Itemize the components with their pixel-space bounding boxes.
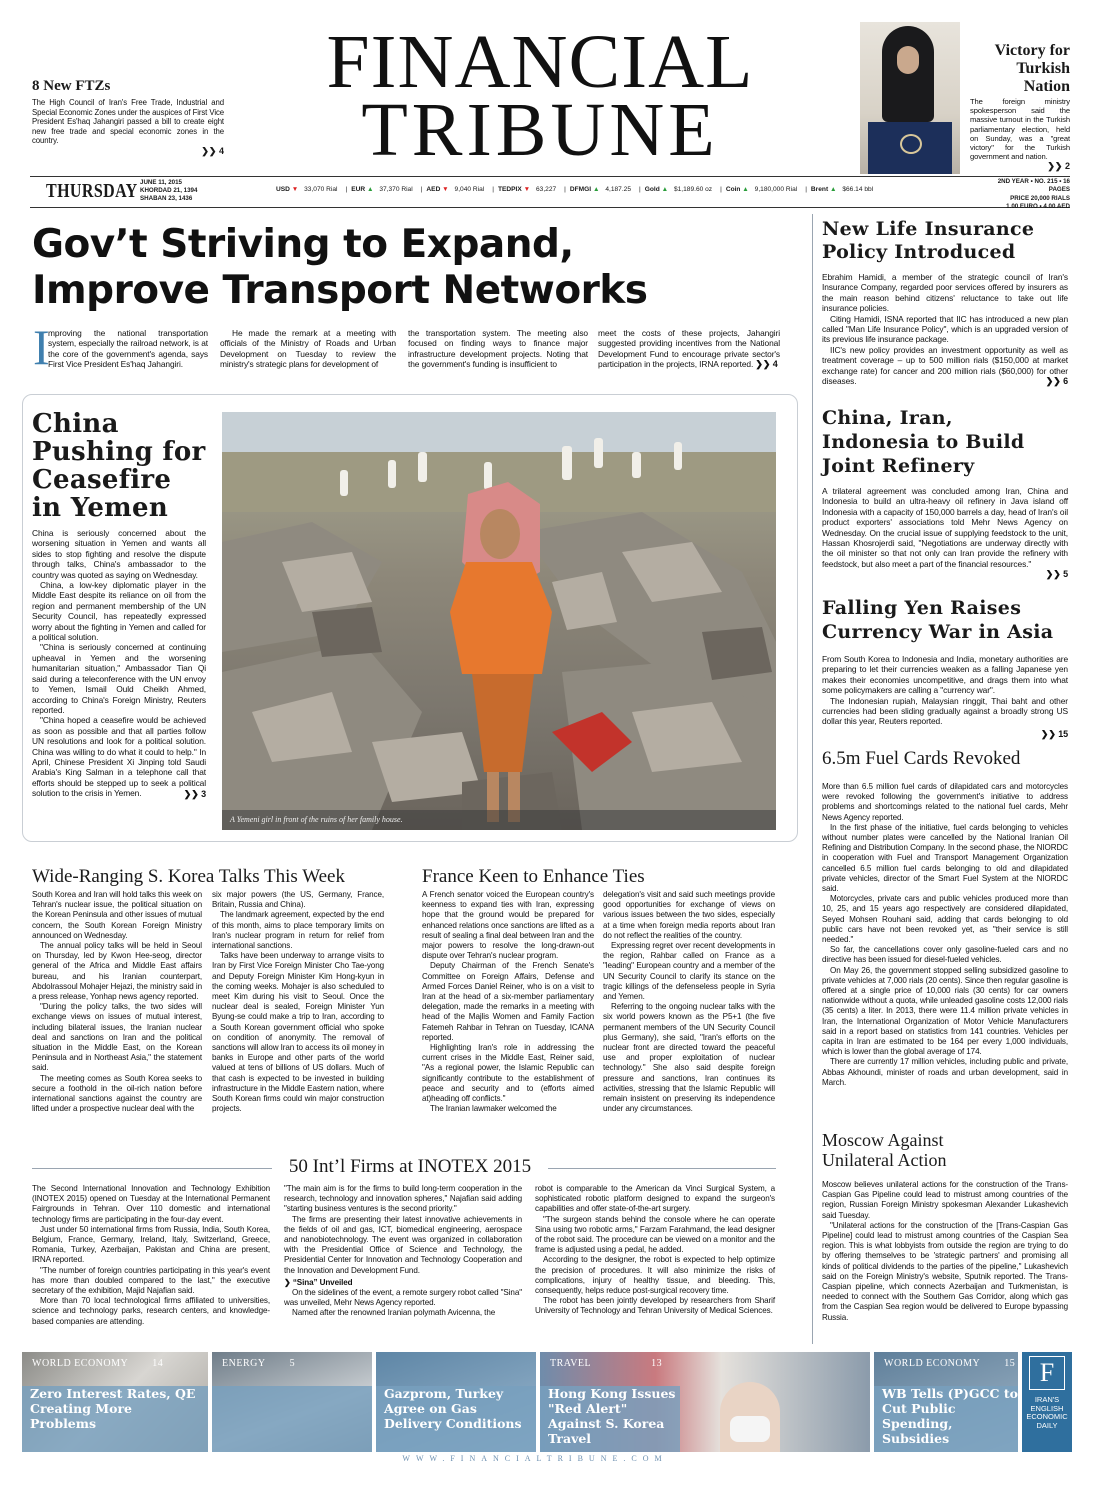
- edition-line1: 2ND YEAR • NO. 215 • 16 PAGES: [997, 178, 1070, 194]
- masthead-title-line1: FINANCIAL: [326, 20, 754, 104]
- website-url[interactable]: WWW.FINANCIALTRIBUNE.COM: [402, 1454, 668, 1463]
- china-p2: China, a low-key diplomatic player in the Middle East despite its reliance on oil from the region and permanent membership of the UN Security Council, has repeatedly expressed worry about the fighting in Yemen and called for a political solution.: [32, 580, 206, 643]
- ticker-item: [351, 186, 416, 193]
- date-persian: KHORDAD 21, 1394: [140, 187, 198, 194]
- fuel-p1: More than 6.5 million fuel cards of dilapidated cars and motorcycles were revoked following the government's initiative to address problems and shortcomings related to the national fuel cards, Mehr News Agency reported.: [822, 782, 1068, 822]
- fuel-p3: Motorcycles, private cars and public vehicles produced more than 10, 25, and 15 years ago respectively are considered dilapidated, Seyed Mohsen Rouhani said, adding that cards belonging to old public cars have not been revoked yet, as "their service is still needed.": [822, 894, 1068, 945]
- korea-c2c: Talks have been underway to arrange visits to Iran by First Vice Foreign Minister Cho Tae-yong and Deputy Foreign Minister Kim Hong-kyun in the coming weeks. Mohajer is also scheduled to meet Kim during his visit to Seoul. Once the nuclear deal is sealed, Foreign Minister Yun Byung-se could make a trip to Iran, according to a South Korean government official who spoke on condition of anonymity. The removal of sanctions will allow Iran to access its oil money in banks in Europe and other parts of the world valued at tens of billions of US dollars. Much of that cash is expected to be invested in building infrastructure in the Middle Eastern nation, where South Korean firms could win major construction projects.: [212, 951, 384, 1114]
- inotex-rule-right: [548, 1168, 776, 1169]
- china-p1: China is seriously concerned about the worsening situation in Yemen and wants all sides to stop fighting and resolve the dispute through talks, China's ambassador to the country was quoted as saying on Wednesday.: [32, 528, 206, 580]
- china-p3: "China is seriously concerned at continuing upheaval in Yemen and the worsening humanitarian situation," Ambassador Tian Qi said during a teleconference with the UN envoy to Yemen, Ismail Ould Cheikh Ahmed, according to China's Foreign Ministry, Reuters reported.: [32, 642, 206, 715]
- inotex-c1d: More than 70 local technological firms affiliated to universities, science and technology parks, research centers, and knowledge-based companies are attending.: [32, 1296, 270, 1326]
- inotex-col1: [32, 1184, 270, 1327]
- ftz-headline: 8 New FTZs: [32, 78, 111, 94]
- refinery-headline-line3: Joint Refinery: [822, 455, 975, 477]
- ticker-item: [811, 186, 877, 193]
- lead-col4: [598, 328, 780, 370]
- arrow-down-icon: ▼: [521, 186, 532, 193]
- teaser-4-headline: WB Tells (P)GCC to Cut Public Spending, Subsidies: [882, 1386, 1018, 1446]
- korea-c1: South Korea and Iran will hold talks this week on Tehran's nuclear issue, the political situation on the Korean Peninsula and other issues of mutual concern, the South Korean Foreign Ministry announced on Wednesday.: [32, 890, 202, 940]
- ticker-label: Brent: [810, 186, 829, 193]
- inotex-col3: [535, 1184, 775, 1317]
- inotex-c3d: The robot has been jointly developed by researchers from Sharif University of Technology and Tehran University of Medical Sciences.: [535, 1296, 775, 1316]
- insurance-body: [822, 272, 1068, 387]
- inotex-c1: The Second International Innovation and Technology Exhibition (INOTEX 2015) opened on Tuesday at the International Permanent Fairgrounds in Tehran. Over 110 domestic and international technology firms are participating in the four-day event.: [32, 1184, 270, 1224]
- insurance-p1: Ebrahim Hamidi, a member of the strategic council of Iran's Insurance Company, regarded poor services offered by insurers as the main reason behind citizens' reluctance to take out life insurance policies.: [822, 272, 1068, 314]
- insurance-p2: Citing Hamidi, ISNA reported that IIC has introduced a new plan called "Man Life Insurance Policy", which is an upgraded version of its previous life insurance package.: [822, 313, 1068, 345]
- ticker-label: EUR: [351, 186, 366, 193]
- ticker-label: TEDPIX: [497, 186, 522, 193]
- teaser-energy-5[interactable]: [212, 1352, 372, 1452]
- travel-photo-mask: [730, 1416, 770, 1442]
- ftz-teaser[interactable]: [32, 78, 224, 157]
- ticker-value: 33,070 Rial: [304, 186, 338, 193]
- inotex-col2: [284, 1184, 522, 1319]
- victory-headline: [970, 42, 1070, 96]
- teaser-3-headline: Hong Kong Issues "Red Alert" Against S. Korea Travel: [548, 1386, 676, 1446]
- arrow-up-icon: ▲: [740, 186, 751, 193]
- fuel-p5: On May 26, the government stopped selling subsidized gasoline to private vehicles at 7,000 rials (20 cents). Since then regular gasoline is offered at a single price of 10,000 rials (30 cents) for car owners nationwide without a quota, while unleaded gasoline costs 12,000 rials (35 cents) a liter. In 2013, there were 11.4 million private vehicles in Iran, the International Organization of Motor Vehicle Manufacturers said in a report based on statistics from 141 countries. Vehicles per capita in Iran are estimated to be 164 per every 1,000 individuals, which is lower than the global average of 174.: [822, 965, 1068, 1057]
- photo-caption: A Yemeni girl in front of the ruins of her family house.: [222, 810, 776, 830]
- arrow-up-icon: ▲: [591, 186, 602, 193]
- masthead-title[interactable]: [280, 20, 800, 173]
- china-headline-line2: Pushing for: [32, 437, 206, 467]
- teaser-4-section: WORLD ECONOMY 15: [884, 1358, 1016, 1369]
- brand-box-letter: F: [1029, 1356, 1065, 1390]
- ticker-value: $1,189.60 oz: [673, 186, 713, 193]
- insurance-headline[interactable]: [822, 218, 1072, 264]
- france-c1: A French senator voiced the European country's keenness to expand ties with Iran, expressing hope that the ground would be prepared for enhanced relations once sanctions are lifted as a result of sealing a final deal between Iran and the major powers to resolve the long-drawn-out dispute over Tehran's nuclear program.: [422, 890, 594, 961]
- lead-headline-line1: Gov’t Striving to Expand,: [32, 222, 574, 267]
- ticker-item: [426, 186, 488, 193]
- fuel-p4: So far, the cancellations cover only gasoline-fueled cars and no directive has been issued for diesel-fueled vehicles.: [822, 945, 1068, 965]
- yen-headline[interactable]: [822, 596, 1072, 644]
- france-c1c: Highlighting Iran's role in addressing the current crises in the Middle East, Reiner said, "As a regional power, the Islamic Republic can significantly contribute to the establishment of peace and security and to (efforts aimed at)heading off conflicts.": [422, 1043, 594, 1104]
- france-c1d: The Iranian lawmaker welcomed the: [430, 1104, 557, 1114]
- moscow-headline[interactable]: [822, 1130, 1072, 1170]
- yen-headline-line2: Currency War in Asia: [822, 621, 1054, 643]
- lead-col1: mproving the national transportation system, especially the railroad network, is at the core of the government's agenda, says First Vice President Es'haq Jahangiri.: [48, 328, 208, 370]
- france-c2c: Referring to the ongoing nuclear talks with the six world powers known as the P5+1 (the five permanent members of the UN Security Council plus Germany), she said, "Iran's efforts on the nuclear front are directed toward the peaceful use and proper exploitation of nuclear technology." She also said despite foreign pressure and sanctions, Iran continues its activities, stressing that the Islamic Republic will remain insistent on preserving its independence under any circumstances.: [603, 1002, 775, 1114]
- moscow-p1: Moscow believes unilateral actions for the construction of the Trans-Caspian Gas Pipeline could lead to mistrust among countries of the region, Russian Foreign Ministry spokesman Alexander Lukashevich said Tuesday.: [822, 1180, 1068, 1220]
- victory-headline-line3: Nation: [1023, 78, 1070, 95]
- china-headline[interactable]: [32, 410, 222, 522]
- victory-headline-line1: Victory for: [994, 42, 1070, 59]
- inotex-c2: "The main aim is for the firms to build long-term cooperation in the research, technology and innovation spheres," Najafian said adding "starting business ventures is the second priority.": [284, 1184, 522, 1214]
- victory-photo: [860, 22, 960, 174]
- moscow-p2: "Unilateral actions for the construction of the [Trans-Caspian Gas Pipeline] could lead to mistrust among countries of the Caspian Sea region. This is what lobbyists from outside the region are trying to do by offering themselves to be 'strategic partners' and promising all kinds of political dividends to the parties of the pipeline," Lukashevich said on the Foreign Ministry's website, Sputnik reported. The Trans-Caspian pipeline, which connects Azerbaijan and Turkmenistan, is needed to connect with the Southern Gas Corridor, along which gas from the Caspian Sea region would be delivered to Europe bypassing Russia.: [822, 1220, 1068, 1322]
- edition-price: PRICE 20,000 RIALS: [1010, 194, 1070, 202]
- inotex-rule-left: [32, 1168, 272, 1169]
- ticker-value: 4,187.25: [605, 186, 631, 193]
- korea-col1: [32, 890, 202, 1114]
- ticker-value: $66.14 bbl: [842, 186, 874, 193]
- lead-page-ref[interactable]: ❯❯ 4: [755, 359, 778, 370]
- korea-c1c: "During the policy talks, the two sides will exchange views on issues of mutual interest, including bilateral issues, the Iranian nuclear deal and sanctions on Iran and the political situation in the Middle East, on the Korean Peninsula and in Northeast Asia," the statement said.: [32, 1002, 202, 1073]
- inotex-subhead: ❯ “Sina” Unveiled: [284, 1277, 353, 1287]
- china-headline-line4: in Yemen: [32, 493, 169, 523]
- victory-headline-line2: Turkish: [1016, 60, 1070, 77]
- lead-headline-line2: Improve Transport Networks: [32, 268, 648, 313]
- france-headline[interactable]: France Keen to Enhance Ties: [422, 866, 645, 887]
- teaser-energy-body[interactable]: [376, 1352, 536, 1452]
- brand-box-line4: DAILY: [1036, 1420, 1058, 1430]
- lead-dropcap: I: [33, 319, 50, 375]
- arrow-down-icon: ▼: [289, 186, 301, 193]
- china-page-ref[interactable]: ❯❯ 3: [183, 788, 206, 799]
- china-p4: "China hoped a ceasefire would be achieved as soon as possible and that all parties follow UN resolutions and look for a political solution. China was willing to do what it could to help." In April, Chinese President Xi Jinping told Saudi Arabia's King Salman in a telephone call that efforts should be stepped up to seek a political solution to the crisis in Yemen.: [32, 715, 206, 799]
- inotex-c2d: Named after the renowned Iranian polymath Avicenna, the: [292, 1308, 496, 1318]
- brand-box[interactable]: [1022, 1352, 1072, 1452]
- date-block: [140, 179, 197, 203]
- france-col2: [603, 890, 775, 1114]
- ticker-item: [726, 186, 801, 193]
- ticker-separator: |: [564, 186, 566, 193]
- insurance-headline-line2: Policy Introduced: [822, 241, 1016, 263]
- yen-p2: The Indonesian rupiah, Malaysian ringgit, Thai baht and other currencies had been sliding gradually against a broadly strong US dollar this year, Reuters reported.: [822, 695, 1068, 727]
- lead-headline[interactable]: [32, 222, 792, 314]
- ticker-separator: |: [492, 186, 494, 193]
- fuel-headline[interactable]: 6.5m Fuel Cards Revoked: [822, 748, 1021, 769]
- date-hijri: SHABAN 23, 1436: [140, 195, 193, 202]
- ticker-value: 9,040 Rial: [454, 186, 485, 193]
- inotex-c2c: On the sidelines of the event, a remote surgery robot called "Sina" was unveiled, Mehr News Agency reported.: [284, 1288, 522, 1308]
- market-ticker: [276, 186, 881, 193]
- ticker-label: USD: [276, 186, 290, 193]
- moscow-headline-line2: Unilateral Action: [822, 1150, 947, 1170]
- ticker-label: DFMGI: [569, 186, 592, 193]
- yen-headline-line1: Falling Yen Raises: [822, 597, 1022, 619]
- ticker-separator: |: [720, 186, 722, 193]
- inotex-c1b: Just under 50 international firms from Russia, India, South Korea, Belgium, France, Germany, Ireland, Italy, Switzerland, Greece, Romania, Turkey, Azerbaijan, Pakistan and China are present, IRNA reported.: [32, 1224, 270, 1265]
- victory-page-ref[interactable]: ❯❯ 2: [1047, 161, 1070, 172]
- korea-col2: [212, 890, 384, 1114]
- date-gregorian: JUNE 11, 2015: [140, 179, 182, 186]
- edition-foreign-price: 1.00 EURO • 4.00 AED: [1006, 203, 1070, 211]
- insurance-headline-line1: New Life Insurance: [822, 218, 1035, 240]
- korea-c1d: The meeting comes as South Korea seeks to secure a foothold in the oil-rich nation before international sanctions against the country are lifted under a prospective nuclear deal with the: [32, 1073, 202, 1114]
- inotex-c3b: "The surgeon stands behind the console where he can operate Sina using two robotic arms," Farzam Farahmand, the lead designer of the robot said. The procedure can be viewed on a monitor and the frame is adjusted using a pedal, he added.: [535, 1214, 775, 1255]
- ticker-separator: |: [639, 186, 641, 193]
- fuel-p2: In the first phase of the initiative, fuel cards belonging to vehicles without number plates were cancelled by the National Iranian Oil Refining and Distribution Company. In the second phase, the NIORDC in cooperation with Fuel and Transport Management Organization cancelled 6.5 million fuel cards belonging to old and dilapidated private vehicles, director of the Smart Fuel System at the NIORDC said.: [822, 822, 1068, 894]
- lead-col4-text: meet the costs of these projects, Jahangiri suggested providing incentives from the National Development Fund to encourage private sector's participation in the projects, IRNA reported.: [598, 328, 780, 370]
- korea-c1b: The annual policy talks will be held in Seoul on Thursday, led by Kwon Hee-seog, director general of the Africa and Middle East affairs bureau, and his Iranian counterpart, Abdolrassoul Mohajer Hejazi, the ministry said in a press release, Yonhap news agency reported.: [32, 941, 202, 1002]
- teaser-world-economy-15[interactable]: [874, 1352, 1018, 1452]
- victory-teaser[interactable]: [970, 42, 1070, 172]
- moscow-headline-line1: Moscow Against: [822, 1130, 944, 1150]
- france-c2b: Expressing regret over recent developments in the region, Rahbar called on France as a "leading" European country and a member of the UN Security Council to clarify its stance on the tragic killings of the defenseless people in Syria and Yemen.: [603, 941, 775, 1002]
- france-col1: [422, 890, 594, 1114]
- teaser-1-section: WORLD ECONOMY 14: [32, 1358, 164, 1369]
- insurance-p3: IIC's new policy provides an investment opportunity as well as treatment coverage – up to 500 million rials ($150,000 at market exchange rate) for cancer and 200 million rials ($60,000) for other diseases.: [822, 344, 1068, 387]
- brand-box-line1: IRAN'S: [1034, 1395, 1060, 1404]
- refinery-p1: A trilateral agreement was concluded among Iran, China and Indonesia to build an ultra-heavy oil refinery in Java island off Indonesia with a capacity of 150,000 barrels a day, head of Iran's oil product exporters' associations told Mehr News Agency on Wednesday. On the crucial issue of supplying feedstock to the unit, Hassan Khosrojerdi said, "Negotiations are underway directly with the oil minister so that not only can Iran provide the refinery with feedstock, but also meet a part of the financial resources.": [822, 486, 1068, 569]
- arrow-down-icon: ▼: [440, 186, 451, 193]
- china-body: [32, 528, 206, 799]
- arrow-up-icon: ▲: [659, 186, 670, 193]
- inotex-c3: robot is comparable to the American da Vinci Surgical System, a sophisticated robotic platform designed to expand the surgeon's capabilities and offer state-of-the-art surgery.: [535, 1184, 775, 1214]
- ticker-label: AED: [426, 186, 441, 193]
- ticker-value: 37,370 Rial: [379, 186, 413, 193]
- lead-col3: the transportation system. The meeting also focused on finding ways to finance major infrastructure development projects. Noting that the government's funding is insufficient to: [408, 328, 588, 370]
- ftz-page-ref[interactable]: ❯❯ 4: [201, 145, 224, 156]
- teaser-travel-13[interactable]: [540, 1352, 870, 1452]
- china-headline-line3: Ceasefire: [32, 465, 172, 495]
- victory-text: The foreign ministry spokesperson said the massive turnout in the Turkish parliamentary election, held on Sunday, was a "great victory" for the Turkish government and nation.: [970, 97, 1070, 162]
- right-column-rule: [812, 214, 813, 1344]
- fuel-p6: There are currently 17 million vehicles, including public and private, Abbas Akhoundi, minister of roads and urban development, said in March.: [822, 1057, 1068, 1087]
- ticker-separator: |: [420, 186, 423, 193]
- yen-body: [822, 654, 1068, 739]
- masthead-title-line2: TRIBUNE: [361, 88, 719, 173]
- ticker-separator: |: [345, 186, 348, 193]
- teaser-2-section: ENERGY 5: [222, 1358, 296, 1369]
- brand-box-line2: ENGLISH: [1030, 1403, 1064, 1413]
- teaser-2-overlay: [212, 1386, 372, 1452]
- france-c2: delegation's visit and said such meetings provide good opportunities for exchange of views on various issues between the two sides, especially at a time when foreign media reports about Iran do not reflect the realities of the country.: [603, 890, 775, 940]
- day-label: THURSDAY: [46, 180, 138, 202]
- yen-page-ref[interactable]: ❯❯ 15: [1040, 728, 1068, 739]
- edition-info: [980, 178, 1070, 212]
- moscow-body: [822, 1180, 1068, 1323]
- brand-box-line3: ECONOMIC: [1026, 1412, 1068, 1422]
- china-headline-line1: China: [32, 409, 119, 439]
- insurance-page-ref[interactable]: ❯❯ 6: [1045, 376, 1068, 387]
- korea-headline[interactable]: Wide-Ranging S. Korea Talks This Week: [32, 866, 345, 887]
- inotex-headline[interactable]: 50 Int’l Firms at INOTEX 2015: [288, 1156, 532, 1177]
- refinery-body: [822, 486, 1068, 580]
- teaser-world-economy-14[interactable]: [22, 1352, 208, 1452]
- arrow-up-icon: ▲: [828, 186, 839, 193]
- korea-c2b: The landmark agreement, expected by the end of this month, aims to place temporary limits on Iran's nuclear program in return for relief from international sanctions.: [212, 910, 384, 951]
- ticker-item: [645, 186, 716, 193]
- ftz-text: The High Council of Iran's Free Trade, Industrial and Special Economic Zones under the auspices of First Vice President Es'haq Jahangiri passed a bill to create eight new free trade and special economic zones in the country.: [32, 98, 224, 145]
- brand-box-text: [1026, 1396, 1068, 1430]
- inotex-c1c: "The number of foreign countries participating in this year's event has more than doubled compared to the last," the executive secretary of the exhibition, Majid Najafian said.: [32, 1265, 270, 1296]
- refinery-headline[interactable]: [822, 406, 1072, 478]
- korea-c2: six major powers (the US, Germany, France, Britain, Russia and China).: [212, 890, 384, 910]
- ticker-item: [276, 186, 341, 193]
- inotex-c3c: According to the designer, the robot is expected to help optimize the precision of procedures. It will also minimize the risks of complications, injury of healthy tissue, and bleeding. This, consequently, helps reduce post-surgical recovery time.: [535, 1255, 775, 1296]
- arrow-up-icon: ▲: [365, 186, 376, 193]
- refinery-headline-line1: China, Iran,: [822, 407, 953, 429]
- yemen-photo-scene: [222, 412, 776, 830]
- france-c1b: Deputy Chairman of the French Senate's Committee on Foreign Affairs, Defense and Armed Forces Daniel Reiner, who is on a visit to Iran at the head of a six-member parliamentary delegation, made the remarks in a meeting with head of the Majlis Women and Family Faction Fatemeh Rahbar in Tehran on Tuesday, ICANA reported.: [422, 961, 594, 1042]
- refinery-headline-line2: Indonesia to Build: [822, 431, 1025, 453]
- ticker-value: 9,180,000 Rial: [754, 186, 798, 193]
- ticker-label: Gold: [644, 186, 660, 193]
- ticker-separator: |: [805, 186, 807, 193]
- lead-col2: He made the remark at a meeting with officials of the Ministry of Roads and Urban Development on Tuesday to review the ministry's strategic plans for development of: [220, 328, 396, 370]
- teaser-3-section: TRAVEL 13: [550, 1358, 663, 1369]
- inotex-c2b: The firms are presenting their latest innovative achievements in the fields of oil and gas, ICT, biomedical engineering, aerospace and nanobiotechnology. The event was organized in collaboration with the Presidential Office of Science and Technology, the Presidential Center for Innovation and Technology Cooperation and the Innovation and Development Fund.: [284, 1214, 522, 1275]
- teaser-2-headline: Gazprom, Turkey Agree on Gas Delivery Conditions: [384, 1386, 522, 1431]
- ticker-label: Coin: [725, 186, 741, 193]
- ticker-item: [570, 186, 635, 193]
- yemen-photo: [222, 412, 776, 830]
- ticker-value: 63,227: [535, 186, 557, 193]
- ticker-item: [498, 186, 560, 193]
- teaser-1-headline: Zero Interest Rates, QE Creating More Problems: [30, 1386, 196, 1431]
- refinery-page-ref[interactable]: ❯❯ 5: [1045, 569, 1068, 580]
- yen-p1: From South Korea to Indonesia and India, monetary authorities are preparing to let their currencies weaken as a falling Japanese yen makes their economies uncompetitive, and drags them into what some policymakers are calling a "currency war".: [822, 654, 1068, 696]
- fuel-body: [822, 782, 1068, 1088]
